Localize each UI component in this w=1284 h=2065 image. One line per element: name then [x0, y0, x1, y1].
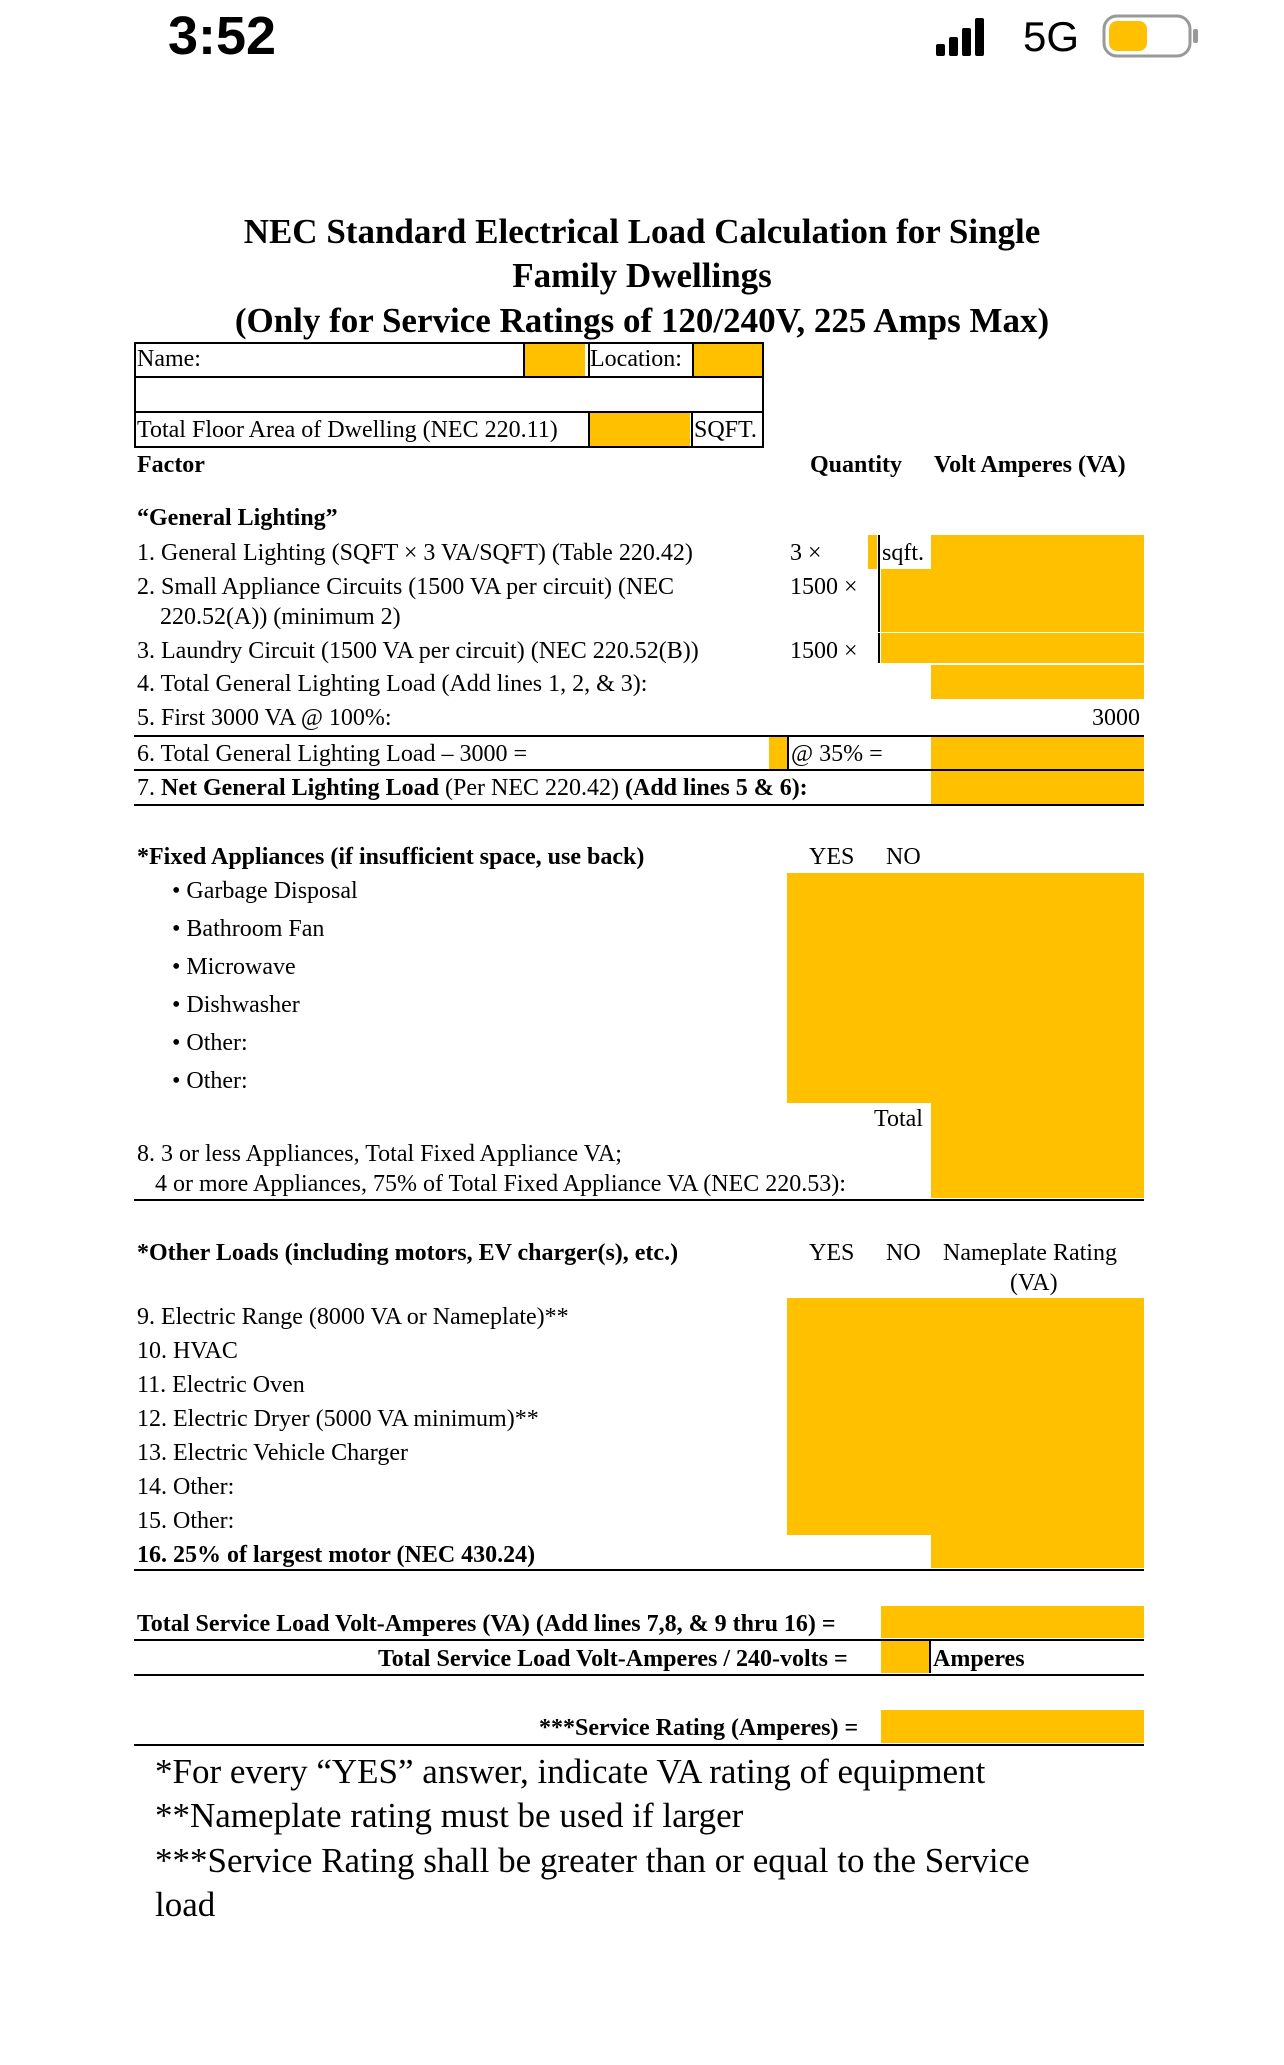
- fixed-appliances-heading: *Fixed Appliances (if insufficient space, use back): [137, 844, 645, 870]
- footnote-3-cont: load: [155, 1885, 216, 1924]
- fixed-total-va[interactable]: [931, 1103, 1144, 1198]
- line-1-label: 1. General Lighting (SQFT × 3 VA/SQFT) (Table 220.42): [137, 540, 693, 566]
- line-1-unit: sqft.: [882, 540, 924, 566]
- appliance-item: • Other:: [172, 1068, 248, 1094]
- service-rating-input[interactable]: [881, 1710, 1144, 1743]
- line-6-percent: @ 35% =: [791, 741, 883, 767]
- location-input[interactable]: [694, 343, 762, 377]
- line-2-multiplier: 1500 ×: [790, 574, 858, 600]
- line-1-multiplier: 3 ×: [790, 540, 822, 566]
- floor-area-input[interactable]: [590, 413, 690, 447]
- appliance-item: • Bathroom Fan: [172, 916, 325, 942]
- line-2-label-cont: 220.52(A)) (minimum 2): [160, 604, 401, 630]
- total-va-label: Total Service Load Volt-Amperes (VA) (Add lines 7,8, & 9 thru 16) =: [137, 1611, 836, 1637]
- line-2-label: 2. Small Appliance Circuits (1500 VA per circuit) (NEC: [137, 574, 675, 600]
- va-line16[interactable]: [931, 1535, 1144, 1568]
- other-yes-header: YES: [809, 1240, 855, 1266]
- total-amps-input[interactable]: [881, 1641, 929, 1673]
- title-line-1: NEC Standard Electrical Load Calculation for Single: [243, 212, 1041, 251]
- title-line-2: Family Dwellings: [512, 256, 772, 295]
- line-3-multiplier: 1500 ×: [790, 638, 858, 664]
- appliance-item: • Dishwasher: [172, 992, 300, 1018]
- va-line7[interactable]: [931, 771, 1144, 804]
- other-loads-answers[interactable]: [787, 1298, 1144, 1535]
- line-8-label-cont: 4 or more Appliances, 75% of Total Fixed Appliance VA (NEC 220.53):: [155, 1171, 846, 1197]
- fixed-no-header: NO: [886, 844, 921, 870]
- va-line1[interactable]: [931, 535, 1144, 569]
- battery-icon: [1102, 14, 1202, 60]
- appliance-item: • Microwave: [172, 954, 296, 980]
- line-5-value: 3000: [1092, 705, 1140, 731]
- footnote-1: *For every “YES” answer, indicate VA rating of equipment: [155, 1752, 986, 1791]
- va-line6[interactable]: [931, 737, 1144, 769]
- footnote-2: **Nameplate rating must be used if larger: [155, 1796, 744, 1835]
- line-5-label: 5. First 3000 VA @ 100%:: [137, 705, 392, 731]
- other-load-item: 14. Other:: [137, 1474, 235, 1500]
- other-load-item: 12. Electric Dryer (5000 VA minimum)**: [137, 1406, 539, 1432]
- other-load-item: 11. Electric Oven: [137, 1372, 305, 1398]
- line-6-input[interactable]: [769, 737, 787, 769]
- footnote-3: ***Service Rating shall be greater than or equal to the Service: [155, 1841, 1030, 1880]
- other-no-header: NO: [886, 1240, 921, 1266]
- factor-header: Factor: [137, 452, 205, 478]
- appliance-item: • Other:: [172, 1030, 248, 1056]
- general-lighting-heading: “General Lighting”: [137, 505, 338, 531]
- location-label: Location:: [590, 346, 682, 372]
- line-3-label: 3. Laundry Circuit (1500 VA per circuit) (NEC 220.52(B)): [137, 638, 699, 664]
- floor-area-label: Total Floor Area of Dwelling (NEC 220.11): [137, 417, 558, 443]
- line-16-label: 16. 25% of largest motor (NEC 430.24): [137, 1542, 536, 1568]
- quantity-header: Quantity: [810, 452, 903, 478]
- nameplate-header: Nameplate Rating: [943, 1240, 1117, 1266]
- line-6-label: 6. Total General Lighting Load – 3000 =: [137, 741, 527, 767]
- fixed-appliance-answers[interactable]: [787, 873, 1144, 1103]
- total-va-input[interactable]: [881, 1606, 1144, 1638]
- other-load-item: 9. Electric Range (8000 VA or Nameplate)**: [137, 1304, 569, 1330]
- va-header: Volt Amperes (VA): [934, 452, 1126, 478]
- fixed-total-label: Total: [874, 1106, 923, 1132]
- name-input[interactable]: [525, 343, 585, 377]
- other-loads-heading: *Other Loads (including motors, EV charger(s), etc.): [137, 1240, 679, 1266]
- lighting-sqft-input[interactable]: [868, 535, 877, 569]
- status-time: 3:52: [168, 6, 277, 66]
- va-line4[interactable]: [931, 665, 1144, 699]
- fixed-yes-header: YES: [809, 844, 855, 870]
- sqft-label: SQFT.: [694, 417, 757, 443]
- line-4-label: 4. Total General Lighting Load (Add lines 1, 2, & 3):: [137, 671, 648, 697]
- title-line-3: (Only for Service Ratings of 120/240V, 225 Amps Max): [234, 301, 1050, 340]
- other-load-item: 15. Other:: [137, 1508, 235, 1534]
- other-load-item: 10. HVAC: [137, 1338, 238, 1364]
- service-rating-label: ***Service Rating (Amperes) =: [539, 1715, 859, 1741]
- appliance-item: • Garbage Disposal: [172, 878, 358, 904]
- va-line2[interactable]: [881, 569, 1144, 632]
- other-load-item: 13. Electric Vehicle Charger: [137, 1440, 409, 1466]
- line-8-label: 8. 3 or less Appliances, Total Fixed Appliance VA;: [137, 1141, 622, 1167]
- network-label: 5G: [1023, 13, 1080, 60]
- name-label: Name:: [137, 346, 201, 372]
- va-line3[interactable]: [881, 633, 1144, 663]
- line-7-label: 7. Net General Lighting Load (Per NEC 220.42) (Add lines 5 & 6):: [137, 775, 808, 801]
- nameplate-header-unit: (VA): [1010, 1270, 1058, 1296]
- amperes-label: Amperes: [933, 1646, 1025, 1672]
- signal-bars-icon: [936, 18, 984, 58]
- total-amps-label: Total Service Load Volt-Amperes / 240-volts =: [378, 1646, 848, 1672]
